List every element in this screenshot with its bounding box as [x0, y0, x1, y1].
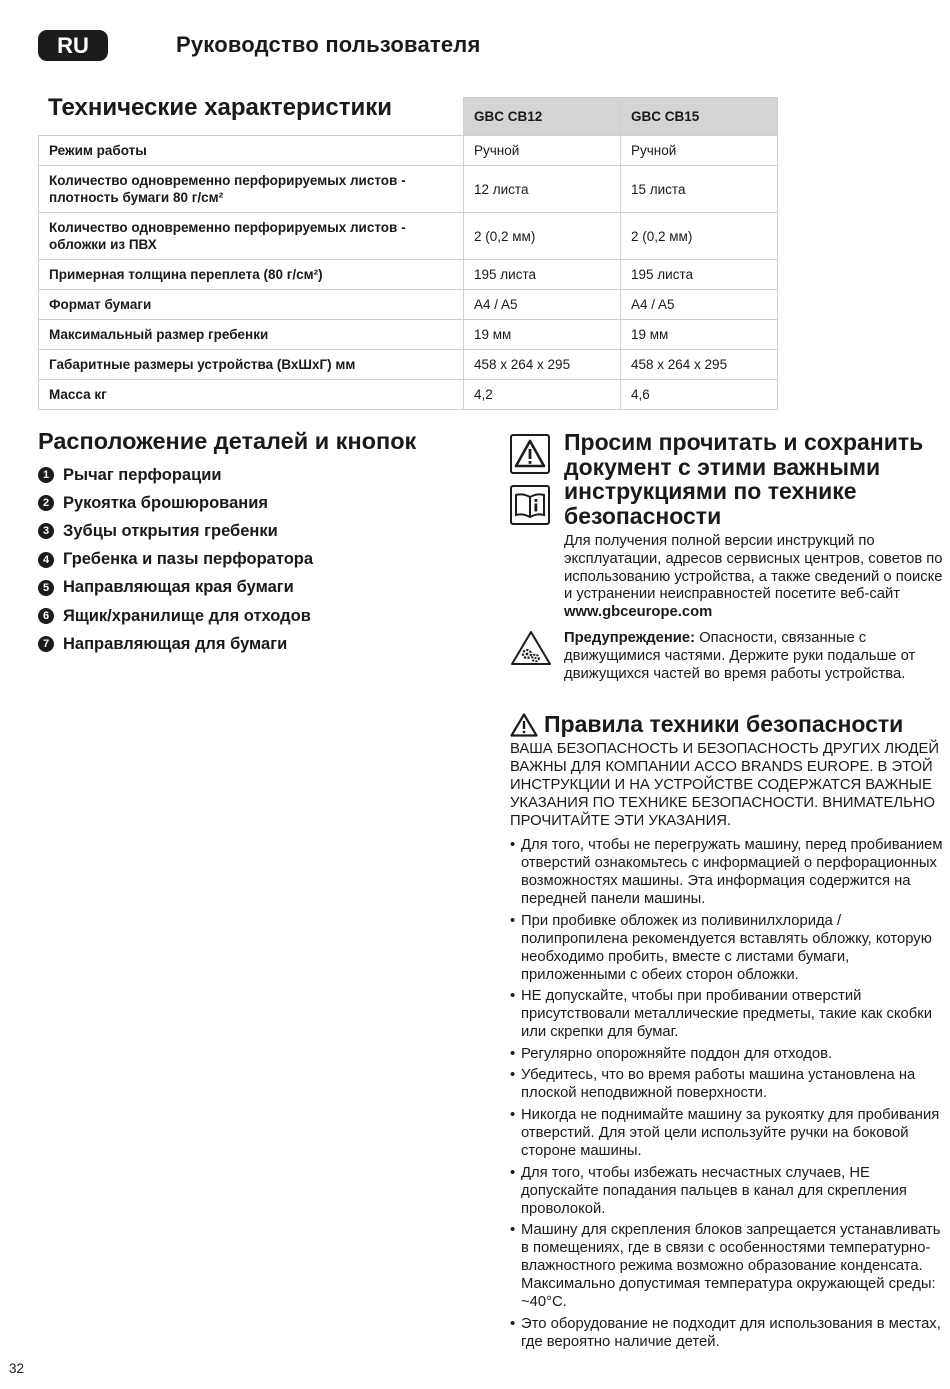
safety-rules-title — [510, 711, 903, 738]
spec-label: Формат бумаги — [39, 290, 464, 320]
warning-small-icon — [510, 713, 538, 737]
spec-row — [39, 350, 778, 380]
document-title: Руководство пользователя — [176, 32, 481, 57]
spec-row — [39, 320, 778, 350]
read-notice-body — [564, 533, 949, 622]
moving-parts-gears-icon — [510, 630, 552, 671]
parts-list-item — [38, 489, 313, 517]
spec-value: 19 мм — [464, 320, 621, 350]
item-number-badge: 6 — [38, 608, 54, 624]
parts-item-label: Направляющая края бумаги — [63, 578, 294, 597]
warning-note — [564, 630, 949, 683]
item-number-badge: 4 — [38, 552, 54, 568]
page-number: 32 — [9, 1361, 25, 1376]
safety-rules-list — [510, 836, 950, 1354]
parts-list-item — [38, 517, 313, 545]
safety-rule-item: • Никогда не поднимайте машину за рукоятку для пробивания отверстий. Для этой цели используйте ручки на боковой стороне машины. — [510, 1106, 950, 1160]
spec-label: Количество одновременно перфорируемых листов - плотность бумаги 80 г/см² — [39, 166, 464, 213]
spec-value: 15 листа — [621, 166, 778, 213]
spec-value: A4 / A5 — [621, 290, 778, 320]
spec-value: 458 x 264 x 295 — [464, 350, 621, 380]
spec-row — [39, 136, 778, 166]
spec-row — [39, 290, 778, 320]
column-header-cb15: GBC CB15 — [621, 98, 778, 136]
spec-value: 2 (0,2 мм) — [621, 213, 778, 260]
parts-item-label: Зубцы открытия гребенки — [63, 521, 278, 540]
spec-value: 195 листа — [621, 260, 778, 290]
column-header-cb12: GBC CB12 — [464, 98, 621, 136]
warning-triangle-icon — [510, 434, 550, 474]
parts-item-label: Ящик/хранилище для отходов — [63, 606, 311, 625]
spec-value: 4,6 — [621, 380, 778, 410]
spec-title: Технические характеристики — [48, 94, 393, 121]
parts-title: Расположение деталей и кнопок — [38, 428, 417, 454]
safety-rule-item: • НЕ допускайте, чтобы при пробивании отверстий присутствовали металлические предметы, такие как скобки или скрепки для бумаг. — [510, 987, 950, 1041]
warning-text: Опасности, связанные с движущимися частями. Держите руки подальше от движущихся частей во время работы устройства. — [564, 630, 916, 682]
parts-list — [38, 461, 313, 658]
read-notice-text: Для получения полной версии инструкций по эксплуатации, адресов сервисных центров, советов по использованию устройства, а также сведений о поиске и устранении неисправностей посетите веб-сайт — [564, 533, 943, 603]
spec-label: Габаритные размеры устройства (ВхШхГ) мм — [39, 350, 464, 380]
parts-item-label: Рычаг перфорации — [63, 465, 222, 484]
safety-rule-item: • Машину для скрепления блоков запрещается устанавливать в помещениях, где в связи с особенностями температурно-влажностного режима возможно образование конденсата. Максимально допустимая температура окружающей среды: ~40°C. — [510, 1221, 950, 1311]
parts-list-item — [38, 461, 313, 489]
spec-row — [39, 166, 778, 213]
website-link[interactable]: www.gbceurope.com — [564, 604, 713, 621]
item-number-badge: 2 — [38, 495, 54, 511]
item-number-badge: 3 — [38, 523, 54, 539]
parts-list-item — [38, 546, 313, 574]
spec-row — [39, 260, 778, 290]
safety-rule-item: • Убедитесь, что во время работы машина установлена на плоской неподвижной поверхности. — [510, 1066, 950, 1102]
item-number-badge: 1 — [38, 467, 54, 483]
spec-row — [39, 213, 778, 260]
safety-rules-intro: ВАША БЕЗОПАСНОСТЬ И БЕЗОПАСНОСТЬ ДРУГИХ ЛЮДЕЙ ВАЖНЫ ДЛЯ КОМПАНИИ ACCO BRANDS EUROPE. В ЭТОЙ ИНСТРУКЦИИ И НА УСТРОЙСТВЕ СОДЕРЖАТСЯ ВАЖНЫЕ УКАЗАНИЯ ПО ТЕХНИКЕ БЕЗОПАСНОСТИ. ВНИМАТЕЛЬНО ПРОЧИТАЙТЕ ЭТИ УКАЗАНИЯ. — [510, 741, 939, 829]
spec-value: Ручной — [464, 136, 621, 166]
parts-item-label: Направляющая для бумаги — [63, 634, 288, 653]
spec-row — [39, 380, 778, 410]
safety-rule-item: • Для того, чтобы избежать несчастных случаев, НЕ допускайте попадания пальцев в канал для скрепления проволокой. — [510, 1164, 950, 1218]
spec-label: Максимальный размер гребенки — [39, 320, 464, 350]
spec-value: 2 (0,2 мм) — [464, 213, 621, 260]
spec-value: 19 мм — [621, 320, 778, 350]
spec-value: A4 / A5 — [464, 290, 621, 320]
spec-value: 4,2 — [464, 380, 621, 410]
parts-item-label: Гребенка и пазы перфоратора — [63, 550, 314, 569]
safety-rule-item: • Для того, чтобы не перегружать машину, перед пробиванием отверстий ознакомьтесь с информацией о перфорационных возможностях машины. Эта информация содержится на передней панели машины. — [510, 836, 950, 908]
item-number-badge: 7 — [38, 636, 54, 652]
spec-label: Режим работы — [39, 136, 464, 166]
language-badge: RU — [38, 30, 108, 61]
spec-value: 12 листа — [464, 166, 621, 213]
warning-label: Предупреждение: — [564, 630, 696, 646]
parts-list-item — [38, 602, 313, 630]
safety-rule-item: • При пробивке обложек из поливинилхлорида / полипропилена рекомендуется вставлять обложку, которую необходимо пробить, вместе с листами бумаги, приложенными с обеих сторон обложки. — [510, 912, 950, 984]
parts-list-item — [38, 630, 313, 658]
parts-list-item — [38, 574, 313, 602]
safety-rule-item: • Это оборудование не подходит для использования в местах, где вероятно наличие детей. — [510, 1315, 950, 1351]
parts-item-label: Рукоятка брошюрования — [63, 493, 269, 512]
spec-value: Ручной — [621, 136, 778, 166]
spec-value: 195 листа — [464, 260, 621, 290]
read-manual-icon — [510, 485, 550, 525]
spec-label: Масса кг — [39, 380, 464, 410]
read-notice-title: Просим прочитать и сохранить документ с этими важными инструкциями по технике безопасности — [564, 429, 924, 529]
spec-value: 458 x 264 x 295 — [621, 350, 778, 380]
safety-rule-item: • Регулярно опорожняйте поддон для отходов. — [510, 1045, 950, 1063]
item-number-badge: 5 — [38, 580, 54, 596]
spec-label: Количество одновременно перфорируемых листов - обложки из ПВХ — [39, 213, 464, 260]
spec-table — [38, 97, 778, 410]
safety-rules-title-text: Правила техники безопасности — [544, 711, 904, 737]
spec-label: Примерная толщина переплета (80 г/см²) — [39, 260, 464, 290]
